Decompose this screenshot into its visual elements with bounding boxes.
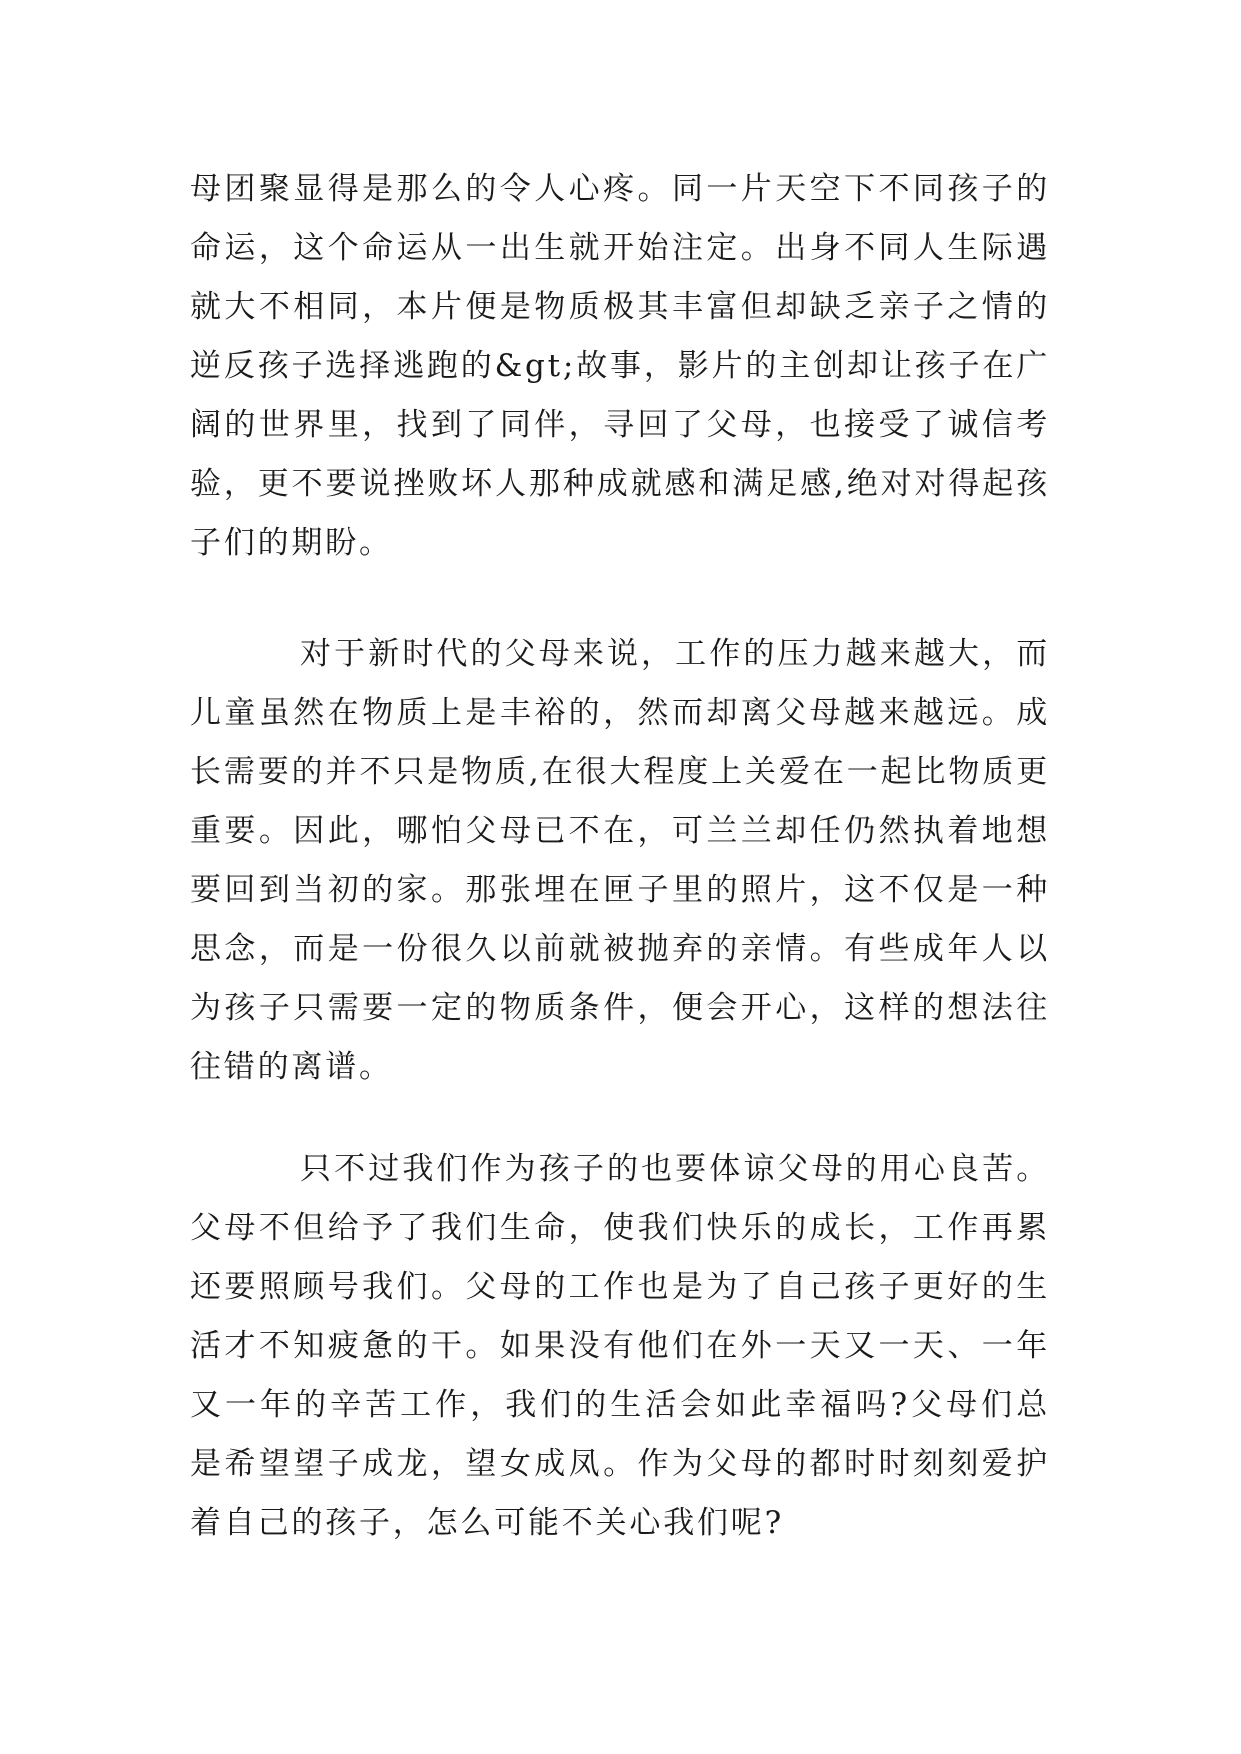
paragraph-1: 母团聚显得是那么的令人心疼。同一片天空下不同孩子的命运，这个命运从一出生就开始注定。出身不同人生际遇就大不相同，本片便是物质极其丰富但却缺乏亲子之情的逆反孩子选择逃跑的&gt;故事，影片的主创却让孩子在广阔的世界里，找到了同伴，寻回了父母，也接受了诚信考验，更不要说挫败坏人那种成就感和满足感,绝对对得起孩子们的期盼。: [190, 171, 1051, 561]
paragraph-2: 对于新时代的父母来说，工作的压力越来越大，而儿童虽然在物质上是丰裕的，然而却离父母越来越远。成长需要的并不只是物质,在很大程度上关爱在一起比物质更重要。因此，哪怕父母已不在，可兰兰却任仍然执着地想要回到当初的家。那张埋在匣子里的照片，这不仅是一种思念，而是一份很久以前就被抛弃的亲情。有些成年人以为孩子只需要一定的物质条件，便会开心，这样的想法往往错的离谱。: [190, 636, 1050, 1085]
paragraph-3: 只不过我们作为孩子的也要体谅父母的用心良苦。父母不但给予了我们生命，使我们快乐的成长，工作再累还要照顾号我们。父母的工作也是为了自己孩子更好的生活才不知疲惫的干。如果没有他们在外一天又一天、一年又一年的辛苦工作，我们的生活会如此幸福吗?父母们总是希望望子成龙，望女成凤。作为父母的都时时刻刻爱护着自己的孩子，怎么可能不关心我们呢?: [190, 1151, 1050, 1541]
